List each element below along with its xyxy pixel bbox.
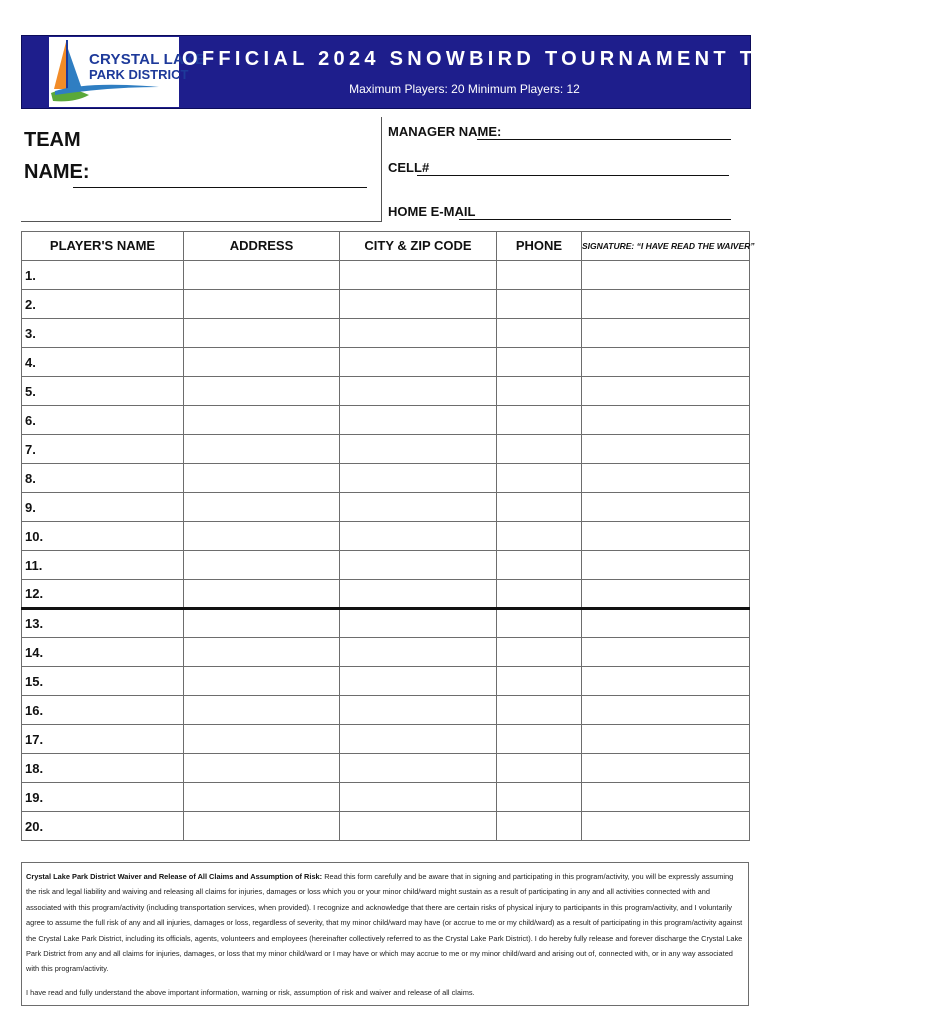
player-name-cell[interactable]: 11.: [22, 551, 184, 580]
signature-cell[interactable]: [582, 551, 750, 580]
phone-cell[interactable]: [497, 609, 582, 638]
waiver-text: [26, 869, 744, 977]
address-cell[interactable]: [184, 261, 340, 290]
signature-cell[interactable]: [582, 377, 750, 406]
signature-cell[interactable]: [582, 348, 750, 377]
signature-cell[interactable]: [582, 261, 750, 290]
team-name-box: [21, 117, 382, 222]
signature-cell[interactable]: [582, 696, 750, 725]
address-cell[interactable]: [184, 377, 340, 406]
address-cell[interactable]: [184, 406, 340, 435]
signature-cell[interactable]: [582, 783, 750, 812]
column-header-signature: SIGNATURE: “I HAVE READ THE WAIVER”: [582, 232, 750, 261]
signature-cell[interactable]: [582, 638, 750, 667]
phone-cell[interactable]: [497, 290, 582, 319]
city-zip-cell[interactable]: [340, 609, 497, 638]
address-cell[interactable]: [184, 493, 340, 522]
player-name-cell[interactable]: 5.: [22, 377, 184, 406]
address-cell[interactable]: [184, 435, 340, 464]
player-name-cell[interactable]: 14.: [22, 638, 184, 667]
logo-line1: CRYSTAL LAKE: [89, 51, 206, 68]
phone-cell[interactable]: [497, 725, 582, 754]
city-zip-cell[interactable]: [340, 406, 497, 435]
table-row: [22, 725, 750, 754]
table-row: [22, 609, 750, 638]
address-cell[interactable]: [184, 812, 340, 841]
city-zip-cell[interactable]: [340, 638, 497, 667]
city-zip-cell[interactable]: [340, 551, 497, 580]
signature-cell[interactable]: [582, 290, 750, 319]
signature-cell[interactable]: [582, 580, 750, 609]
phone-cell[interactable]: [497, 580, 582, 609]
header-banner: [21, 35, 933, 109]
column-header-city-zip: CITY & ZIP CODE: [340, 232, 497, 261]
team-name-label: NAME:: [24, 161, 90, 183]
city-zip-cell[interactable]: [340, 348, 497, 377]
player-name-cell[interactable]: 17.: [22, 725, 184, 754]
player-name-cell[interactable]: 18.: [22, 754, 184, 783]
city-zip-cell[interactable]: [340, 754, 497, 783]
manager-name-field[interactable]: [477, 139, 731, 140]
address-cell[interactable]: [184, 319, 340, 348]
table-row: [22, 580, 750, 609]
city-zip-cell[interactable]: [340, 783, 497, 812]
address-cell[interactable]: [184, 464, 340, 493]
team-label: TEAM: [24, 129, 81, 151]
city-zip-cell[interactable]: [340, 522, 497, 551]
table-row: [22, 696, 750, 725]
address-cell[interactable]: [184, 754, 340, 783]
column-header-address: ADDRESS: [184, 232, 340, 261]
table-row: [22, 406, 750, 435]
column-header-phone: PHONE: [497, 232, 582, 261]
table-row: [22, 812, 750, 841]
phone-cell[interactable]: [497, 435, 582, 464]
phone-cell[interactable]: [497, 261, 582, 290]
signature-cell[interactable]: [582, 493, 750, 522]
city-zip-cell[interactable]: [340, 261, 497, 290]
cell-field[interactable]: [417, 175, 729, 176]
address-cell[interactable]: [184, 667, 340, 696]
address-cell[interactable]: [184, 348, 340, 377]
player-name-cell[interactable]: 20.: [22, 812, 184, 841]
waiver-body: Read this form carefully and be aware that in signing and participating in this program/activity, you will be expressly assuming the risk and legal liability and waiving and releasing all claims for injuries, damages or loss which you or your minor child/ward might sustain as a result of participating in any and all activities connected with and associated with this program/activity (including transportation services, when provided). I recognize and acknowledge that there are certain risks of physical injury to participants in this program/activity, and I voluntarily agree to assume the full risk of any and all injuries, damages or loss, regardless of severity, that my minor child/ward may have (or accrue to me or my child/ward) as a result of participating in this program/activity against the Crystal Lake Park District, including its officials, agents, volunteers and employees (hereinafter collectively referred to as the Crystal Lake Park District). I do hereby fully release and forever discharge the Crystal Lake Park District from any and all claims for injuries, damages, or loss that my minor child/ward or I may have or which may accrue to me or my minor child/ward and arising out of, connected with, or in any way associated with this program/activity.: [26, 872, 743, 974]
player-name-cell[interactable]: 4.: [22, 348, 184, 377]
phone-cell[interactable]: [497, 638, 582, 667]
city-zip-cell[interactable]: [340, 464, 497, 493]
city-zip-cell[interactable]: [340, 696, 497, 725]
phone-cell[interactable]: [497, 406, 582, 435]
table-row: [22, 464, 750, 493]
table-row: [22, 290, 750, 319]
table-row: [22, 667, 750, 696]
address-cell[interactable]: [184, 290, 340, 319]
player-name-cell[interactable]: 1.: [22, 261, 184, 290]
waiver-heading: Crystal Lake Park District Waiver and Release of All Claims and Assumption of Risk:: [26, 872, 323, 881]
player-name-cell[interactable]: 19.: [22, 783, 184, 812]
waiver-acknowledgement: I have read and fully understand the above important information, warning or risk, assumption of risk and waiver and release of all claims.: [26, 988, 475, 997]
phone-cell[interactable]: [497, 493, 582, 522]
manager-name-label: MANAGER NAME:: [388, 124, 502, 139]
signature-cell[interactable]: [582, 435, 750, 464]
address-cell[interactable]: [184, 580, 340, 609]
address-cell[interactable]: [184, 725, 340, 754]
address-cell[interactable]: [184, 696, 340, 725]
phone-cell[interactable]: [497, 522, 582, 551]
player-name-cell[interactable]: 2.: [22, 290, 184, 319]
park-district-logo: [49, 37, 206, 107]
address-cell[interactable]: [184, 551, 340, 580]
phone-cell[interactable]: [497, 667, 582, 696]
player-name-cell[interactable]: 15.: [22, 667, 184, 696]
city-zip-cell[interactable]: [340, 377, 497, 406]
player-name-cell[interactable]: 10.: [22, 522, 184, 551]
signature-cell[interactable]: [582, 522, 750, 551]
signature-cell[interactable]: [582, 406, 750, 435]
player-limits: Maximum Players: 20 Minimum Players: 12: [349, 82, 580, 96]
city-zip-cell[interactable]: [340, 812, 497, 841]
table-row: [22, 783, 750, 812]
waiver-section: [21, 862, 749, 1006]
address-cell[interactable]: [184, 522, 340, 551]
signature-cell[interactable]: [582, 609, 750, 638]
address-cell[interactable]: [184, 638, 340, 667]
player-name-cell[interactable]: 9.: [22, 493, 184, 522]
phone-cell[interactable]: [497, 812, 582, 841]
signature-cell[interactable]: [582, 725, 750, 754]
city-zip-cell[interactable]: [340, 667, 497, 696]
city-zip-cell[interactable]: [340, 319, 497, 348]
signature-cell[interactable]: [582, 754, 750, 783]
table-row: [22, 551, 750, 580]
address-cell[interactable]: [184, 609, 340, 638]
phone-cell[interactable]: [497, 551, 582, 580]
page-title: OFFICIAL 2024 SNOWBIRD TOURNAMENT TEAM ROSTER: [182, 48, 933, 70]
player-name-cell[interactable]: 6.: [22, 406, 184, 435]
table-row: [22, 754, 750, 783]
phone-cell[interactable]: [497, 348, 582, 377]
phone-cell[interactable]: [497, 696, 582, 725]
home-email-field[interactable]: [459, 219, 731, 220]
signature-cell[interactable]: [582, 667, 750, 696]
signature-cell[interactable]: [582, 319, 750, 348]
phone-cell[interactable]: [497, 319, 582, 348]
player-name-cell[interactable]: 12.: [22, 580, 184, 609]
roster-table: [21, 231, 755, 841]
address-cell[interactable]: [184, 783, 340, 812]
city-zip-cell[interactable]: [340, 290, 497, 319]
cell-label: CELL#: [388, 160, 430, 175]
player-name-cell[interactable]: 8.: [22, 464, 184, 493]
signature-cell[interactable]: [582, 464, 750, 493]
table-row: [22, 261, 750, 290]
city-zip-cell[interactable]: [340, 493, 497, 522]
home-email-label: HOME E-MAIL: [388, 204, 476, 219]
team-info-section: [21, 108, 749, 228]
city-zip-cell[interactable]: [340, 580, 497, 609]
team-name-field[interactable]: [73, 187, 367, 188]
player-name-cell[interactable]: 13.: [22, 609, 184, 638]
player-name-cell[interactable]: 16.: [22, 696, 184, 725]
table-row: [22, 435, 750, 464]
roster-header-row: [22, 232, 750, 261]
table-row: [22, 638, 750, 667]
table-row: [22, 493, 750, 522]
city-zip-cell[interactable]: [340, 435, 497, 464]
signature-cell[interactable]: [582, 812, 750, 841]
player-name-cell[interactable]: 3.: [22, 319, 184, 348]
player-name-cell[interactable]: 7.: [22, 435, 184, 464]
table-row: [22, 522, 750, 551]
phone-cell[interactable]: [497, 377, 582, 406]
table-row: [22, 377, 750, 406]
table-row: [22, 348, 750, 377]
city-zip-cell[interactable]: [340, 725, 497, 754]
phone-cell[interactable]: [497, 464, 582, 493]
phone-cell[interactable]: [497, 754, 582, 783]
logo-line2: PARK DISTRICT: [89, 67, 189, 82]
column-header-players-name: PLAYER'S NAME: [22, 232, 184, 261]
table-row: [22, 319, 750, 348]
phone-cell[interactable]: [497, 783, 582, 812]
